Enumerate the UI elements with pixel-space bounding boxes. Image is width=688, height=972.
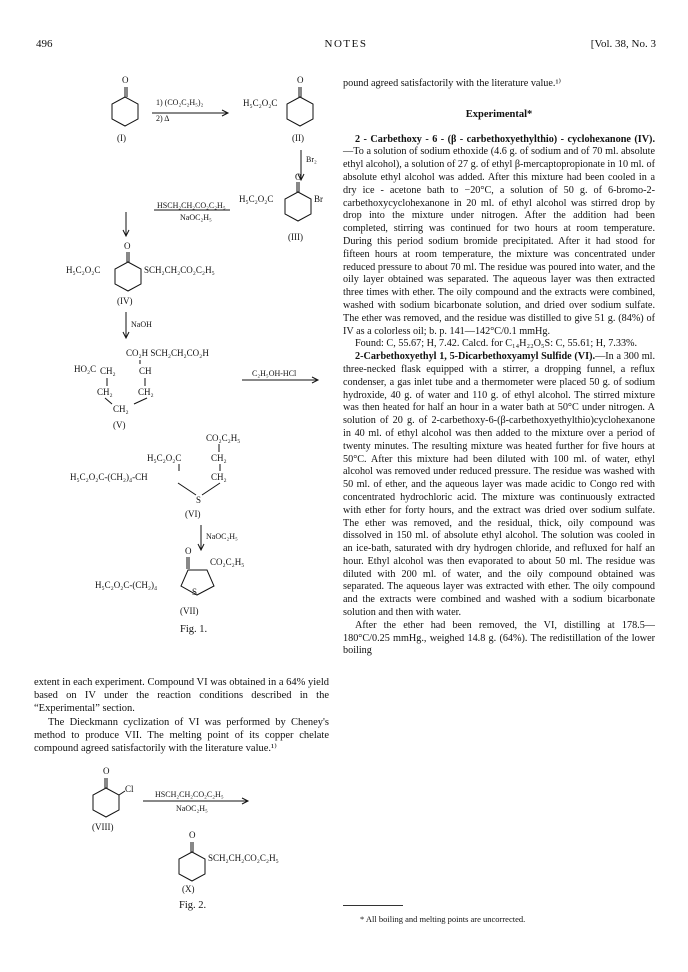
label-VI-l3a: H₅C₂O₂C-(CH₂)₄-CH [70, 472, 148, 482]
left-paragraph-1: extent in each experiment. Compound VI was obtained in a 64% yield based on IV under the reaction conditions described in the “Experimental” section. [34, 677, 329, 715]
left-paragraph-2: The Dieckmann cyclization of VI was performed by Cheney's method to produce VII. The melting point of its copper chelate compound agreed satisfactorily with the literature value.¹⁾ [34, 716, 329, 755]
label-VI-s: S [196, 495, 202, 505]
right-paragraph-4: After the ether had been removed, the VI, distilling at 178.5—180°C/0.25 mmHg., weighed 14.8 g. (64%). The redistillation of the lower boiling [343, 619, 655, 657]
label-III-br: Br [314, 194, 323, 204]
label-V-ho2c: HO₂C [74, 364, 97, 374]
ring-X [179, 842, 205, 881]
ring-VIII [93, 778, 125, 817]
label-IV-right: SCH₂CH₂CO₂C₂H₅ [144, 265, 215, 275]
volume-info: [Vol. 38, No. 3 [590, 38, 656, 50]
elemental-analysis: Found: C, 55.67; H, 7.42. Calcd. for C₁₄H₂₂O₅S: C, 55.61; H, 7.33%. [355, 338, 638, 350]
label-o-IV: O [124, 241, 131, 251]
label-naoh: NaOH [131, 320, 152, 329]
label-V-ch2c: CH₂ [138, 387, 154, 397]
label-X-sub: SCH₂CH₂CO₂C₂H₅ [208, 853, 279, 863]
label-o-III: O [295, 172, 302, 182]
label-III-sub: H₅C₂O₂C [239, 194, 274, 204]
label-V-ch2d: CH₂ [113, 404, 129, 414]
footnote: * All boiling and melting points are uncorrected. [360, 914, 526, 924]
experimental-heading: Experimental* [465, 108, 533, 120]
label-naoc2h5: NaOC₂H₅ [206, 532, 238, 541]
compound-VI-title: 2-Carbethoxyethyl 1, 5-Dicarbethoxyamyl Sulfide (VI). [355, 351, 596, 363]
figure-1-caption: Fig. 1. [180, 624, 208, 635]
label-VI-top: CO₂C₂H₅ [206, 433, 241, 443]
label-reagent-top: HSCH₂CH₂CO₂C₂H₅ [157, 201, 226, 210]
page-number: 496 [36, 38, 53, 50]
label-o-VIII: O [103, 766, 110, 776]
right-paragraph-3 [343, 351, 655, 620]
label-o-II: O [297, 75, 304, 85]
compound-VI-body: —In a 300 ml. three-necked flask equipped with a stirrer, a dropping funnel, a reflux condenser, a gas inlet tube and a thermometer were placed 50 g. of sodium hydroxide, 40 g. of water and 110 g. of ethyl alcohol. The stirred mixture was then heated for half an hour in a water bath at 50°C under nitrogen. A solution of 20 g. of 2-carbethoxy-6-(β-carbethoxyethylthio)cyclohexanone in 40 ml. of ethyl alcohol was then added to the mixture over a period of twenty minutes. The resulting mixture was heated further for five hours at 50°C. After this mixture had been diluted with 100 ml. of water, ethyl alcohol was removed under reduced pressure. The residue was washed with 50 ml. of ether, and the aqueous layer was made acidic to Congo red with concentrated hydrochloric acid. The mixture was continuously extracted with ether for forty hours, and the extract was dried over sodium sulfate. The ether was removed, and the residual, thick, oily compound was dissolved in 150 ml. of absolute ethyl alcohol. The solution was cooled in an ice-bath, saturated with dry hydrogen chloride, and refluxed for half an hour. Ethyl alcohol was then evaporated to about 50 ml. The residue was diluted with 200 ml. of water, and the oily compound obtained was separated. The aqueous layer was extracted with ether. The oily compound and the extracts were combined and washed with a sodium bicarbonate solution and then with water. [343, 351, 656, 619]
label-VI-l3b: CH₂ [211, 472, 227, 482]
ring-III [285, 182, 311, 221]
label-II-sub: H₅C₂O₂C [243, 98, 278, 108]
label-cmpd-II: (II) [292, 133, 304, 143]
label-v-reagent: C₂H₅OH-HCl [252, 369, 297, 378]
label-s2-reagent-top: HSCH₂CH₂CO₂C₂H₅ [155, 790, 224, 799]
ring-IV [115, 252, 141, 291]
label-o-X: O [189, 830, 196, 840]
label-IV-left: H₅C₂O₂C [66, 265, 101, 275]
right-paragraph-0: pound agreed satisfactorily with the literature value.¹⁾ [343, 78, 562, 89]
label-V-ch2b: CH₂ [97, 387, 113, 397]
label-cmpd-III: (III) [288, 232, 303, 242]
label-V-ch: CH [139, 366, 152, 376]
label-cmpd-VIII: (VIII) [92, 822, 114, 832]
label-cl: Cl [125, 784, 134, 794]
ring-II [287, 87, 313, 126]
compound-IV-body: —To a solution of sodium ethoxide (4.6 g. of sodium and of 70 ml. absolute ethyl alcohol), a solution of 27 g. of ethyl β-mercaptopropionate in 10 ml. of absolute ethyl alcohol was added. After this mixture had been cooled in a dry ice - acetone bath to −20°C, a solution of 50 g. of 6-bromo-2-carbethoxycyclohexanone in 20 ml. of ethyl alcohol was stirred drop by drop into the mixture under nitrogen. After the addition had been completed, stirring was continued for two hours at room temperature. During this period sodium bromide precipitated. After it had stood for fifteen hours at room temperature, the mixture was concentrated under reduced pressure to about 70 ml. The residue was poured into water, and the oily layer obtained was separated. The aqueous layer was then extracted three times with ether. The oily compound and the extracts were combined, washed with sodium bicarbonate solution, and dried over sodium sulfate. The ether was removed, and the residue was distilled to give 51 g. (84%) of IV as a colorless oil; b. p. 141—142°C/0.1 mmHg. [343, 146, 655, 337]
label-VII-s: S [192, 587, 198, 597]
label-V-line1: CO₂H SCH₂CH₂CO₂H [126, 348, 209, 358]
label-VII-left: H₅C₂O₂C-(CH₂)₄ [95, 580, 158, 590]
label-cmpd-I: (I) [117, 133, 126, 143]
label-cmpd-V: (V) [113, 420, 126, 430]
journal-section-title: NOTES [324, 38, 368, 50]
compound-IV-title: 2 - Carbethoxy - 6 - (β - carbethoxyethylthio) - cyclohexanone (IV). [355, 133, 655, 145]
right-paragraph-1 [343, 134, 655, 339]
label-V-ch2a: CH₂ [100, 366, 116, 376]
ring-I [112, 87, 138, 126]
label-cmpd-IV: (IV) [117, 296, 133, 306]
right-column-text [343, 78, 655, 658]
label-VI-l2b: CH₂ [211, 453, 227, 463]
label-step2: 2) Δ [156, 114, 170, 123]
label-cmpd-VI: (VI) [185, 509, 201, 519]
label-br2: Br₂ [306, 155, 317, 164]
label-reagent-bottom: NaOC₂H₅ [180, 213, 212, 222]
footnote-rule [343, 905, 403, 906]
label-VII-o: O [185, 546, 192, 556]
label-step1: 1) (CO₂C₂H₅)₂ [156, 98, 204, 107]
label-s2-reagent-bottom: NaOC₂H₅ [176, 804, 208, 813]
label-o-I: O [122, 75, 129, 85]
label-cmpd-VII: (VII) [180, 606, 199, 616]
left-column-text [34, 676, 329, 755]
label-cmpd-X: (X) [182, 884, 195, 894]
label-VII-co2: CO₂C₂H₅ [210, 557, 245, 567]
label-VI-l2a: H₅C₂O₂C [147, 453, 182, 463]
figure-2-caption: Fig. 2. [179, 900, 207, 911]
